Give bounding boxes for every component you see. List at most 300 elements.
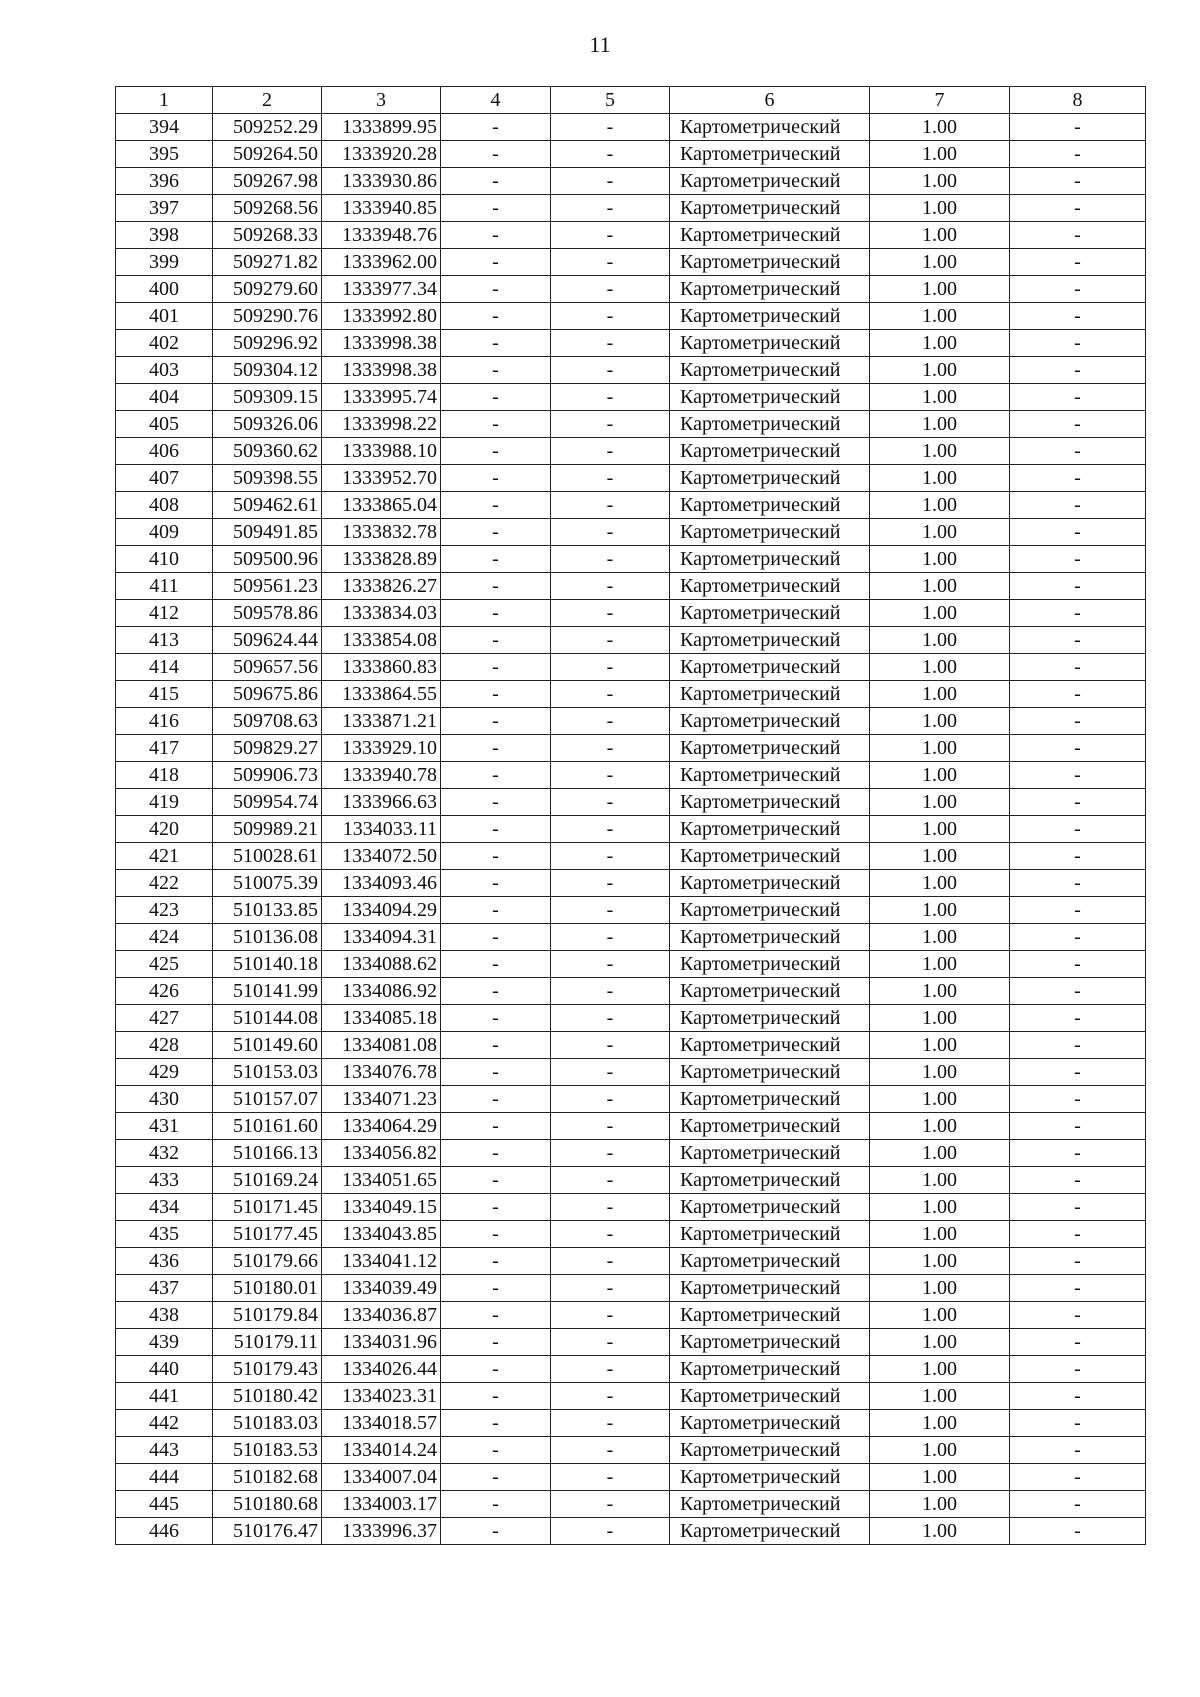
column-8-cell: -: [1010, 1275, 1146, 1302]
column-4-cell: -: [441, 1302, 551, 1329]
table-row: [116, 1518, 1146, 1545]
point-number-cell: 416: [116, 708, 213, 735]
column-8-cell: -: [1010, 627, 1146, 654]
column-8-cell: -: [1010, 1491, 1146, 1518]
column-8-cell: -: [1010, 303, 1146, 330]
accuracy-cell: 1.00: [870, 1032, 1010, 1059]
column-8-cell: -: [1010, 789, 1146, 816]
point-number-cell: 423: [116, 897, 213, 924]
column-header: 1: [116, 87, 213, 114]
table-row: [116, 789, 1146, 816]
accuracy-cell: 1.00: [870, 384, 1010, 411]
accuracy-cell: 1.00: [870, 681, 1010, 708]
column-4-cell: -: [441, 195, 551, 222]
column-5-cell: -: [551, 843, 670, 870]
column-5-cell: -: [551, 789, 670, 816]
column-4-cell: -: [441, 1383, 551, 1410]
y-coordinate-cell: 1334026.44: [322, 1356, 441, 1383]
column-8-cell: -: [1010, 1356, 1146, 1383]
x-coordinate-cell: 510161.60: [213, 1113, 322, 1140]
table-row: [116, 1329, 1146, 1356]
x-coordinate-cell: 510180.01: [213, 1275, 322, 1302]
y-coordinate-cell: 1333988.10: [322, 438, 441, 465]
column-4-cell: -: [441, 1356, 551, 1383]
y-coordinate-cell: 1333854.08: [322, 627, 441, 654]
column-4-cell: -: [441, 276, 551, 303]
x-coordinate-cell: 509657.56: [213, 654, 322, 681]
column-8-cell: -: [1010, 330, 1146, 357]
column-5-cell: -: [551, 411, 670, 438]
column-8-cell: -: [1010, 1140, 1146, 1167]
method-cell: Картометрический: [670, 1356, 870, 1383]
accuracy-cell: 1.00: [870, 600, 1010, 627]
accuracy-cell: 1.00: [870, 1194, 1010, 1221]
column-5-cell: -: [551, 141, 670, 168]
table-row: [116, 519, 1146, 546]
table-row: [116, 1356, 1146, 1383]
column-5-cell: -: [551, 627, 670, 654]
table-row: [116, 573, 1146, 600]
method-cell: Картометрический: [670, 1113, 870, 1140]
column-4-cell: -: [441, 978, 551, 1005]
accuracy-cell: 1.00: [870, 438, 1010, 465]
x-coordinate-cell: 510180.68: [213, 1491, 322, 1518]
accuracy-cell: 1.00: [870, 708, 1010, 735]
column-8-cell: -: [1010, 654, 1146, 681]
accuracy-cell: 1.00: [870, 1329, 1010, 1356]
column-8-cell: -: [1010, 573, 1146, 600]
point-number-cell: 441: [116, 1383, 213, 1410]
point-number-cell: 428: [116, 1032, 213, 1059]
table-body: [116, 114, 1146, 1545]
accuracy-cell: 1.00: [870, 1059, 1010, 1086]
column-5-cell: -: [551, 1356, 670, 1383]
column-header: 2: [213, 87, 322, 114]
column-8-cell: -: [1010, 168, 1146, 195]
x-coordinate-cell: 510179.66: [213, 1248, 322, 1275]
accuracy-cell: 1.00: [870, 1356, 1010, 1383]
column-5-cell: -: [551, 1491, 670, 1518]
column-5-cell: -: [551, 1221, 670, 1248]
y-coordinate-cell: 1333948.76: [322, 222, 441, 249]
column-4-cell: -: [441, 870, 551, 897]
column-4-cell: -: [441, 1032, 551, 1059]
column-5-cell: -: [551, 1302, 670, 1329]
x-coordinate-cell: 509279.60: [213, 276, 322, 303]
column-8-cell: -: [1010, 141, 1146, 168]
y-coordinate-cell: 1333860.83: [322, 654, 441, 681]
table-row: [116, 465, 1146, 492]
x-coordinate-cell: 509561.23: [213, 573, 322, 600]
table-row: [116, 546, 1146, 573]
accuracy-cell: 1.00: [870, 411, 1010, 438]
method-cell: Картометрический: [670, 1059, 870, 1086]
column-4-cell: -: [441, 249, 551, 276]
accuracy-cell: 1.00: [870, 222, 1010, 249]
point-number-cell: 400: [116, 276, 213, 303]
method-cell: Картометрический: [670, 870, 870, 897]
y-coordinate-cell: 1334031.96: [322, 1329, 441, 1356]
column-4-cell: -: [441, 168, 551, 195]
method-cell: Картометрический: [670, 600, 870, 627]
column-5-cell: -: [551, 546, 670, 573]
point-number-cell: 430: [116, 1086, 213, 1113]
column-5-cell: -: [551, 1086, 670, 1113]
column-8-cell: -: [1010, 1437, 1146, 1464]
table-row: [116, 1113, 1146, 1140]
y-coordinate-cell: 1333998.38: [322, 357, 441, 384]
y-coordinate-cell: 1333864.55: [322, 681, 441, 708]
accuracy-cell: 1.00: [870, 1167, 1010, 1194]
point-number-cell: 433: [116, 1167, 213, 1194]
column-5-cell: -: [551, 1167, 670, 1194]
column-4-cell: -: [441, 1491, 551, 1518]
y-coordinate-cell: 1333930.86: [322, 168, 441, 195]
y-coordinate-cell: 1334036.87: [322, 1302, 441, 1329]
y-coordinate-cell: 1333929.10: [322, 735, 441, 762]
point-number-cell: 403: [116, 357, 213, 384]
y-coordinate-cell: 1333995.74: [322, 384, 441, 411]
x-coordinate-cell: 509954.74: [213, 789, 322, 816]
x-coordinate-cell: 510183.03: [213, 1410, 322, 1437]
table-row: [116, 141, 1146, 168]
point-number-cell: 424: [116, 924, 213, 951]
accuracy-cell: 1.00: [870, 762, 1010, 789]
y-coordinate-cell: 1333834.03: [322, 600, 441, 627]
y-coordinate-cell: 1334086.92: [322, 978, 441, 1005]
accuracy-cell: 1.00: [870, 1437, 1010, 1464]
table-row: [116, 492, 1146, 519]
column-5-cell: -: [551, 654, 670, 681]
y-coordinate-cell: 1333899.95: [322, 114, 441, 141]
accuracy-cell: 1.00: [870, 1464, 1010, 1491]
column-8-cell: -: [1010, 762, 1146, 789]
column-5-cell: -: [551, 951, 670, 978]
table-row: [116, 384, 1146, 411]
accuracy-cell: 1.00: [870, 276, 1010, 303]
point-number-cell: 425: [116, 951, 213, 978]
table-row: [116, 1302, 1146, 1329]
accuracy-cell: 1.00: [870, 843, 1010, 870]
column-8-cell: -: [1010, 978, 1146, 1005]
column-8-cell: -: [1010, 735, 1146, 762]
point-number-cell: 426: [116, 978, 213, 1005]
column-8-cell: -: [1010, 1005, 1146, 1032]
x-coordinate-cell: 509624.44: [213, 627, 322, 654]
column-4-cell: -: [441, 357, 551, 384]
accuracy-cell: 1.00: [870, 789, 1010, 816]
accuracy-cell: 1.00: [870, 816, 1010, 843]
column-header: 5: [551, 87, 670, 114]
column-8-cell: -: [1010, 1410, 1146, 1437]
column-4-cell: -: [441, 708, 551, 735]
accuracy-cell: 1.00: [870, 1086, 1010, 1113]
column-8-cell: -: [1010, 1248, 1146, 1275]
table-row: [116, 708, 1146, 735]
point-number-cell: 411: [116, 573, 213, 600]
point-number-cell: 421: [116, 843, 213, 870]
column-8-cell: -: [1010, 465, 1146, 492]
accuracy-cell: 1.00: [870, 249, 1010, 276]
method-cell: Картометрический: [670, 1221, 870, 1248]
y-coordinate-cell: 1334003.17: [322, 1491, 441, 1518]
point-number-cell: 417: [116, 735, 213, 762]
point-number-cell: 415: [116, 681, 213, 708]
column-5-cell: -: [551, 168, 670, 195]
point-number-cell: 396: [116, 168, 213, 195]
column-5-cell: -: [551, 924, 670, 951]
method-cell: Картометрический: [670, 222, 870, 249]
column-8-cell: -: [1010, 1059, 1146, 1086]
method-cell: Картометрический: [670, 1005, 870, 1032]
column-8-cell: -: [1010, 1113, 1146, 1140]
method-cell: Картометрический: [670, 627, 870, 654]
table-row: [116, 1491, 1146, 1518]
column-8-cell: -: [1010, 1464, 1146, 1491]
accuracy-cell: 1.00: [870, 627, 1010, 654]
method-cell: Картометрический: [670, 1032, 870, 1059]
method-cell: Картометрический: [670, 1383, 870, 1410]
point-number-cell: 399: [116, 249, 213, 276]
point-number-cell: 407: [116, 465, 213, 492]
table-row: [116, 1005, 1146, 1032]
table-row: [116, 735, 1146, 762]
y-coordinate-cell: 1333940.85: [322, 195, 441, 222]
column-8-cell: -: [1010, 1329, 1146, 1356]
column-4-cell: -: [441, 1437, 551, 1464]
accuracy-cell: 1.00: [870, 168, 1010, 195]
method-cell: Картометрический: [670, 843, 870, 870]
table-row: [116, 1410, 1146, 1437]
point-number-cell: 436: [116, 1248, 213, 1275]
accuracy-cell: 1.00: [870, 546, 1010, 573]
y-coordinate-cell: 1333998.38: [322, 330, 441, 357]
point-number-cell: 432: [116, 1140, 213, 1167]
x-coordinate-cell: 510141.99: [213, 978, 322, 1005]
y-coordinate-cell: 1334014.24: [322, 1437, 441, 1464]
column-4-cell: -: [441, 1464, 551, 1491]
accuracy-cell: 1.00: [870, 519, 1010, 546]
x-coordinate-cell: 510144.08: [213, 1005, 322, 1032]
column-8-cell: -: [1010, 1383, 1146, 1410]
method-cell: Картометрический: [670, 681, 870, 708]
table-row: [116, 627, 1146, 654]
y-coordinate-cell: 1333826.27: [322, 573, 441, 600]
column-4-cell: -: [441, 1059, 551, 1086]
method-cell: Картометрический: [670, 1194, 870, 1221]
x-coordinate-cell: 509326.06: [213, 411, 322, 438]
x-coordinate-cell: 509290.76: [213, 303, 322, 330]
method-cell: Картометрический: [670, 924, 870, 951]
method-cell: Картометрический: [670, 1491, 870, 1518]
point-number-cell: 420: [116, 816, 213, 843]
table-row: [116, 924, 1146, 951]
column-4-cell: -: [441, 114, 551, 141]
column-8-cell: -: [1010, 114, 1146, 141]
column-8-cell: -: [1010, 1086, 1146, 1113]
column-5-cell: -: [551, 303, 670, 330]
point-number-cell: 437: [116, 1275, 213, 1302]
method-cell: Картометрический: [670, 1140, 870, 1167]
point-number-cell: 419: [116, 789, 213, 816]
column-4-cell: -: [441, 1248, 551, 1275]
method-cell: Картометрический: [670, 1275, 870, 1302]
point-number-cell: 427: [116, 1005, 213, 1032]
column-5-cell: -: [551, 1248, 670, 1275]
table-row: [116, 1167, 1146, 1194]
point-number-cell: 395: [116, 141, 213, 168]
x-coordinate-cell: 510136.08: [213, 924, 322, 951]
accuracy-cell: 1.00: [870, 573, 1010, 600]
column-4-cell: -: [441, 789, 551, 816]
table-row: [116, 222, 1146, 249]
column-4-cell: -: [441, 654, 551, 681]
column-4-cell: -: [441, 1329, 551, 1356]
method-cell: Картометрический: [670, 546, 870, 573]
accuracy-cell: 1.00: [870, 1005, 1010, 1032]
column-5-cell: -: [551, 1113, 670, 1140]
column-5-cell: -: [551, 1275, 670, 1302]
accuracy-cell: 1.00: [870, 897, 1010, 924]
accuracy-cell: 1.00: [870, 303, 1010, 330]
table-row: [116, 1437, 1146, 1464]
y-coordinate-cell: 1334039.49: [322, 1275, 441, 1302]
x-coordinate-cell: 510028.61: [213, 843, 322, 870]
column-5-cell: -: [551, 1437, 670, 1464]
x-coordinate-cell: 510182.68: [213, 1464, 322, 1491]
column-8-cell: -: [1010, 1032, 1146, 1059]
column-8-cell: -: [1010, 1194, 1146, 1221]
column-4-cell: -: [441, 1275, 551, 1302]
x-coordinate-cell: 509252.29: [213, 114, 322, 141]
accuracy-cell: 1.00: [870, 735, 1010, 762]
x-coordinate-cell: 510177.45: [213, 1221, 322, 1248]
x-coordinate-cell: 509271.82: [213, 249, 322, 276]
y-coordinate-cell: 1334041.12: [322, 1248, 441, 1275]
point-number-cell: 410: [116, 546, 213, 573]
y-coordinate-cell: 1334072.50: [322, 843, 441, 870]
method-cell: Картометрический: [670, 357, 870, 384]
column-4-cell: -: [441, 519, 551, 546]
accuracy-cell: 1.00: [870, 924, 1010, 951]
x-coordinate-cell: 510179.43: [213, 1356, 322, 1383]
column-5-cell: -: [551, 465, 670, 492]
x-coordinate-cell: 509462.61: [213, 492, 322, 519]
x-coordinate-cell: 510075.39: [213, 870, 322, 897]
y-coordinate-cell: 1333920.28: [322, 141, 441, 168]
x-coordinate-cell: 510140.18: [213, 951, 322, 978]
table-row: [116, 1032, 1146, 1059]
x-coordinate-cell: 510179.11: [213, 1329, 322, 1356]
column-8-cell: -: [1010, 384, 1146, 411]
column-4-cell: -: [441, 924, 551, 951]
method-cell: Картометрический: [670, 1329, 870, 1356]
point-number-cell: 418: [116, 762, 213, 789]
column-8-cell: -: [1010, 924, 1146, 951]
column-5-cell: -: [551, 357, 670, 384]
column-4-cell: -: [441, 384, 551, 411]
column-4-cell: -: [441, 681, 551, 708]
point-number-cell: 435: [116, 1221, 213, 1248]
method-cell: Картометрический: [670, 249, 870, 276]
column-8-cell: -: [1010, 357, 1146, 384]
column-4-cell: -: [441, 1005, 551, 1032]
column-8-cell: -: [1010, 897, 1146, 924]
method-cell: Картометрический: [670, 195, 870, 222]
method-cell: Картометрический: [670, 114, 870, 141]
table-row: [116, 897, 1146, 924]
column-8-cell: -: [1010, 1518, 1146, 1545]
method-cell: Картометрический: [670, 1167, 870, 1194]
y-coordinate-cell: 1334033.11: [322, 816, 441, 843]
y-coordinate-cell: 1334023.31: [322, 1383, 441, 1410]
column-header: 3: [322, 87, 441, 114]
method-cell: Картометрический: [670, 1464, 870, 1491]
point-number-cell: 434: [116, 1194, 213, 1221]
point-number-cell: 409: [116, 519, 213, 546]
accuracy-cell: 1.00: [870, 1491, 1010, 1518]
x-coordinate-cell: 509268.56: [213, 195, 322, 222]
column-4-cell: -: [441, 222, 551, 249]
table-row: [116, 195, 1146, 222]
method-cell: Картометрический: [670, 465, 870, 492]
y-coordinate-cell: 1333966.63: [322, 789, 441, 816]
column-8-cell: -: [1010, 519, 1146, 546]
column-5-cell: -: [551, 249, 670, 276]
point-number-cell: 404: [116, 384, 213, 411]
column-4-cell: -: [441, 735, 551, 762]
point-number-cell: 414: [116, 654, 213, 681]
x-coordinate-cell: 509304.12: [213, 357, 322, 384]
column-8-cell: -: [1010, 1167, 1146, 1194]
table-row: [116, 681, 1146, 708]
point-number-cell: 440: [116, 1356, 213, 1383]
method-cell: Картометрический: [670, 978, 870, 1005]
x-coordinate-cell: 510171.45: [213, 1194, 322, 1221]
point-number-cell: 405: [116, 411, 213, 438]
method-cell: Картометрический: [670, 951, 870, 978]
accuracy-cell: 1.00: [870, 1221, 1010, 1248]
method-cell: Картометрический: [670, 735, 870, 762]
column-4-cell: -: [441, 303, 551, 330]
x-coordinate-cell: 509360.62: [213, 438, 322, 465]
method-cell: Картометрический: [670, 303, 870, 330]
column-5-cell: -: [551, 1329, 670, 1356]
method-cell: Картометрический: [670, 411, 870, 438]
column-5-cell: -: [551, 276, 670, 303]
accuracy-cell: 1.00: [870, 114, 1010, 141]
y-coordinate-cell: 1334071.23: [322, 1086, 441, 1113]
table-row: [116, 951, 1146, 978]
y-coordinate-cell: 1333828.89: [322, 546, 441, 573]
y-coordinate-cell: 1333977.34: [322, 276, 441, 303]
x-coordinate-cell: 509491.85: [213, 519, 322, 546]
table-row: [116, 870, 1146, 897]
column-5-cell: -: [551, 1032, 670, 1059]
method-cell: Картометрический: [670, 816, 870, 843]
point-number-cell: 438: [116, 1302, 213, 1329]
x-coordinate-cell: 509267.98: [213, 168, 322, 195]
table-row: [116, 411, 1146, 438]
method-cell: Картометрический: [670, 384, 870, 411]
column-4-cell: -: [441, 411, 551, 438]
y-coordinate-cell: 1334043.85: [322, 1221, 441, 1248]
x-coordinate-cell: 509500.96: [213, 546, 322, 573]
column-8-cell: -: [1010, 438, 1146, 465]
column-4-cell: -: [441, 546, 551, 573]
column-5-cell: -: [551, 114, 670, 141]
x-coordinate-cell: 509989.21: [213, 816, 322, 843]
